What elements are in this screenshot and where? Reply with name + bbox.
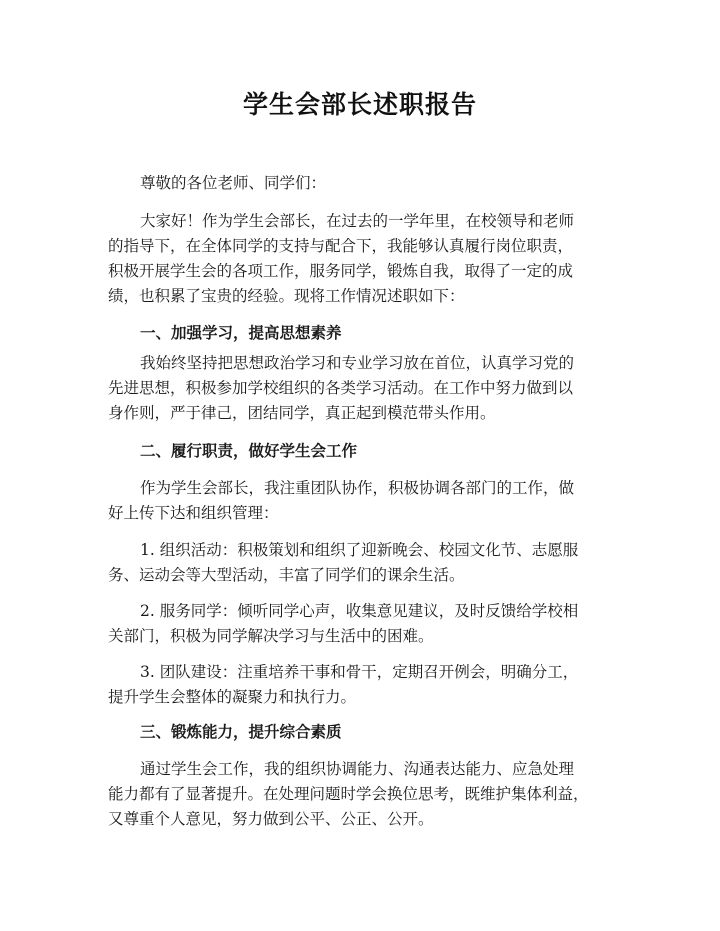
- section-2-item-2-line-1: 2. 服务同学：倾听同学心声，收集意见建议，及时反馈给学校相: [140, 602, 579, 620]
- intro-line-2: 的指导下，在全体同学的支持与配合下，我能够认真履行岗位职责，: [108, 237, 574, 255]
- section-1-line-3: 身作则，严于律己，团结同学，真正起到模范带头作用。: [108, 404, 496, 422]
- section-2-item-1-line-2: 务、运动会等大型活动，丰富了同学们的课余生活。: [108, 566, 465, 584]
- intro-line-1: 大家好！作为学生会部长，在过去的一学年里，在校领导和老师: [140, 212, 575, 230]
- section-3-heading: 三、锻炼能力，提升综合素质: [140, 722, 342, 741]
- salutation: 尊敬的各位老师、同学们：: [140, 174, 327, 192]
- intro-line-3: 积极开展学生会的各项工作，服务同学，锻炼自我，取得了一定的成: [108, 262, 574, 280]
- section-2-line-1: 作为学生会部长，我注重团队协作，积极协调各部门的工作，做: [140, 479, 575, 497]
- section-3-line-1: 通过学生会工作，我的组织协调能力、沟通表达能力、应急处理: [140, 760, 575, 778]
- section-3-line-3: 又尊重个人意见，努力做到公平、公正、公开。: [108, 810, 434, 828]
- section-2-item-3-line-2: 提升学生会整体的凝聚力和执行力。: [108, 688, 357, 706]
- section-2-heading: 二、履行职责，做好学生会工作: [140, 441, 358, 460]
- section-2-item-2-line-2: 关部门，积极为同学解决学习与生活中的困难。: [108, 627, 434, 645]
- section-2-line-2: 好上传下达和组织管理：: [108, 504, 279, 522]
- section-2-item-1-line-1: 1. 组织活动：积极策划和组织了迎新晚会、校园文化节、志愿服: [140, 541, 579, 559]
- section-2-item-3-line-1: 3. 团队建设：注重培养干事和骨干，定期召开例会，明确分工，: [140, 663, 579, 681]
- section-1-line-2: 先进思想，积极参加学校组织的各类学习活动。在工作中努力做到以: [108, 379, 574, 397]
- section-1-heading: 一、加强学习，提高思想素养: [140, 323, 342, 342]
- intro-line-4: 绩，也积累了宝贵的经验。现将工作情况述职如下：: [108, 287, 465, 305]
- section-3-line-2: 能力都有了显著提升。在处理问题时学会换位思考，既维护集体利益，: [108, 785, 589, 803]
- document-title: 学生会部长述职报告: [242, 90, 477, 119]
- section-1-line-1: 我始终坚持把思想政治学习和专业学习放在首位，认真学习党的: [140, 354, 575, 372]
